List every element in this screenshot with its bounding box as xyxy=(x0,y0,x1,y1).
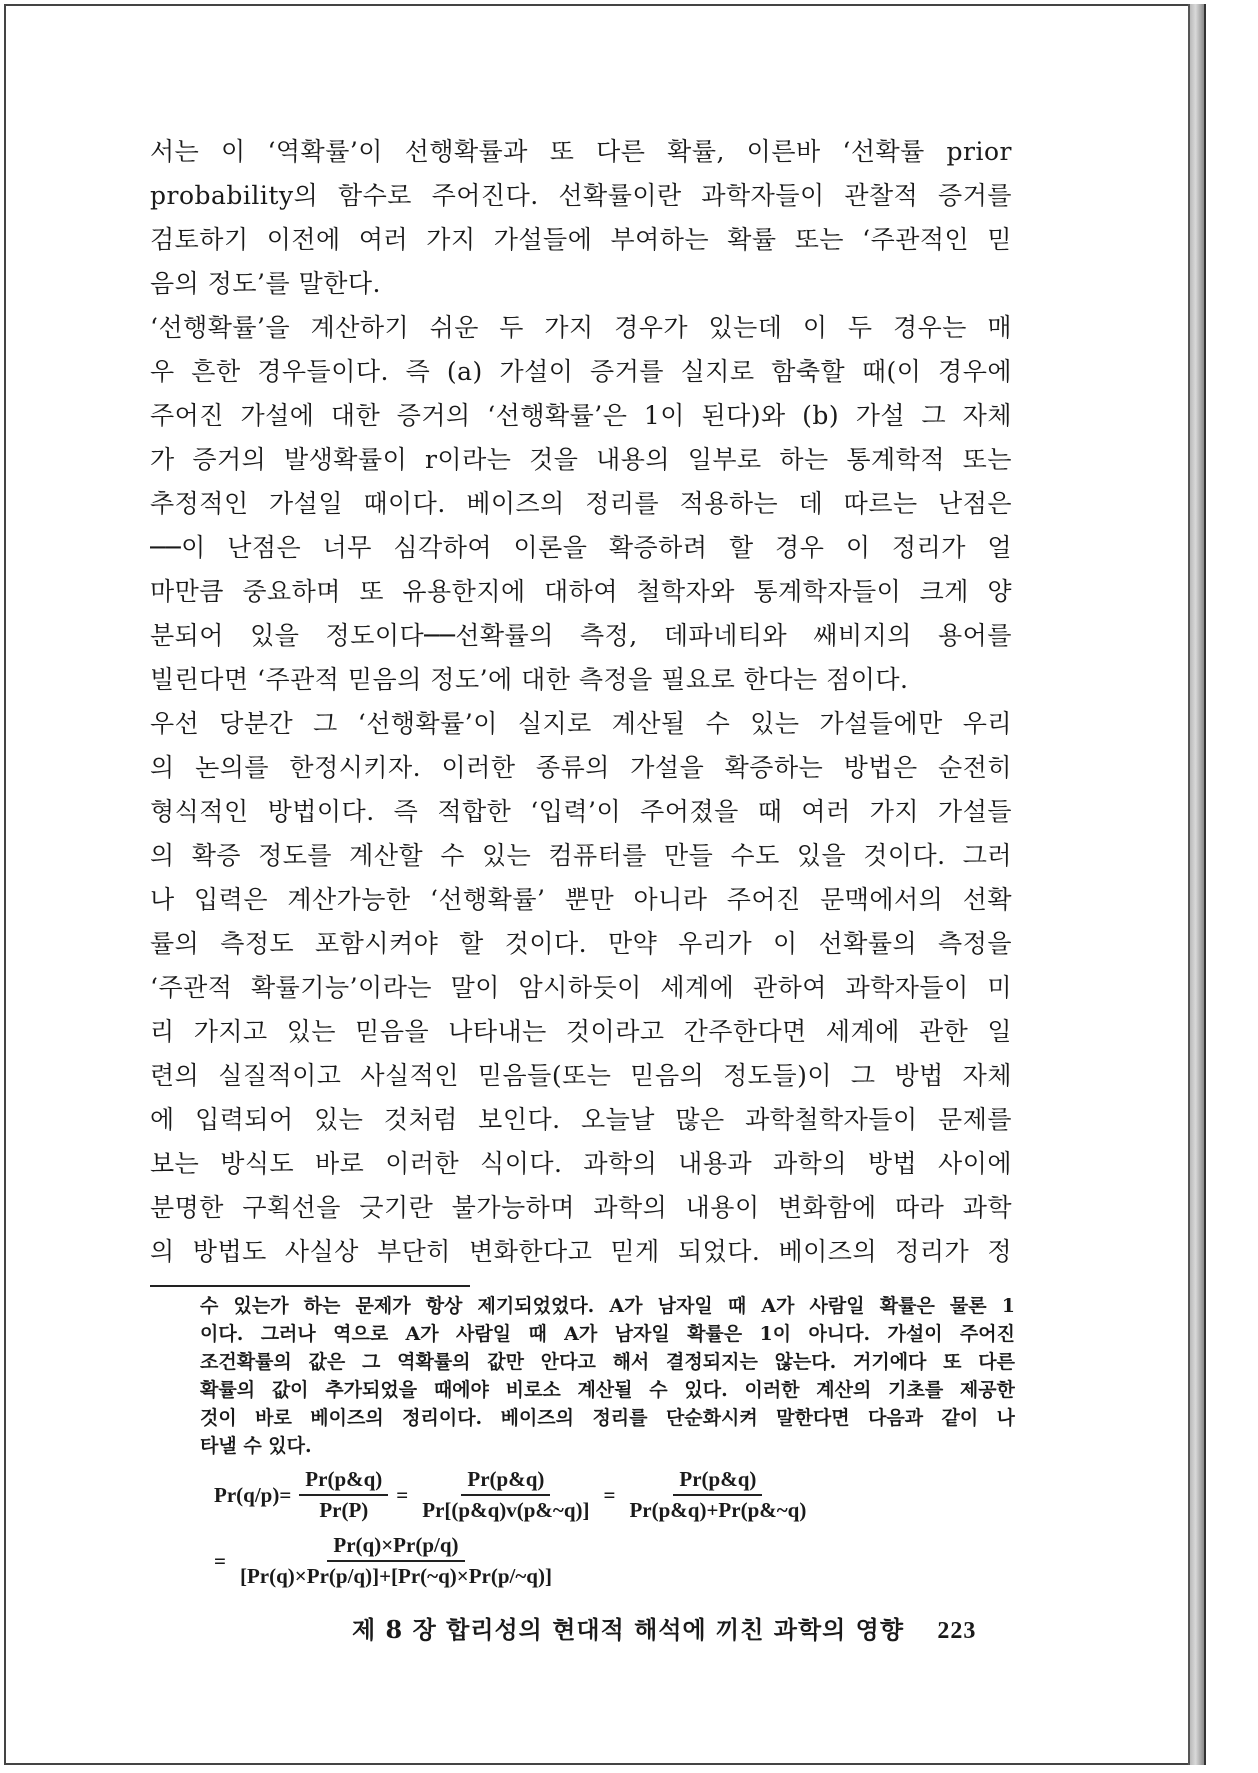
footnote-line: 이다. 그러나 역으로 A가 사람일 때 A가 남자일 확률은 1이 아니다. 가설이 주어진 xyxy=(200,1323,1015,1345)
equals-sign: = xyxy=(396,1482,409,1507)
bayes-formula xyxy=(210,1462,990,1594)
footnote-line: 조건확률의 값은 그 역확률의 값만 안다고 해서 결정되지는 않는다. 거기에다 또 다른 xyxy=(200,1351,1015,1373)
text-line: ──이 난점은 너무 심각하여 이론을 확증하려 할 경우 이 정리가 얼 xyxy=(150,533,1012,562)
text-line: 추정적인 가설일 때이다. 베이즈의 정리를 적용하는 데 따르는 난점은 xyxy=(150,489,1012,518)
formula-row-1 xyxy=(210,1462,990,1528)
fraction xyxy=(234,1533,558,1589)
text-line: 보는 방식도 바로 이러한 식이다. 과학의 내용과 과학의 방법 사이에 xyxy=(150,1149,1012,1178)
main-text xyxy=(150,130,1012,1274)
equals-sign: = xyxy=(603,1482,616,1507)
footnote-line: 수 있는가 하는 문제가 항상 제기되었었다. A가 남자일 때 A가 사람일 확률은 물론 1 xyxy=(200,1295,1015,1317)
text-line: 검토하기 이전에 여러 가지 가설들에 부여하는 확률 또는 ‘주관적인 믿 xyxy=(150,225,1012,254)
footnote-line: 타낼 수 있다. xyxy=(200,1435,312,1457)
text-line: 가 증거의 발생확률이 r이라는 것을 내용의 일부로 하는 통계학적 또는 xyxy=(150,445,1012,474)
fraction xyxy=(416,1467,595,1523)
text-line: 주어진 가설에 대한 증거의 ‘선행확률’은 1이 된다)와 (b) 가설 그 자체 xyxy=(150,401,1012,430)
text-line: 률의 측정도 포함시켜야 할 것이다. 만약 우리가 이 선확률의 측정을 xyxy=(150,929,1012,958)
text-line: 마만큼 중요하며 또 유용한지에 대하여 철학자와 통계학자들이 크게 양 xyxy=(150,577,1012,606)
footnote xyxy=(200,1292,1015,1460)
denominator: Pr[(p&q)v(p&~q)] xyxy=(422,1498,590,1522)
text-line: 서는 이 ‘역확률’이 선행확률과 또 다른 확률, 이른바 ‘선확률 prior xyxy=(150,137,1012,166)
page-number: 223 xyxy=(937,1618,977,1644)
fraction xyxy=(299,1467,388,1523)
text-line: ‘주관적 확률기능’이라는 말이 암시하듯이 세계에 관하여 과학자들이 미 xyxy=(150,973,1012,1002)
text-line: 리 가지고 있는 믿음을 나타내는 것이라고 간주한다면 세계에 관한 일 xyxy=(150,1017,1012,1046)
equals-sign: = xyxy=(214,1548,226,1573)
text-line: 나 입력은 계산가능한 ‘선행확률’ 뿐만 아니라 주어진 문맥에서의 선확 xyxy=(150,885,1012,914)
text-line: 빌린다면 ‘주관적 믿음의 정도’에 대한 측정을 필요로 한다는 점이다. xyxy=(150,665,909,694)
numerator: Pr(p&q) xyxy=(299,1467,388,1496)
text-line: 분되어 있을 정도이다──선확률의 측정, 데파네티와 쌔비지의 용어를 xyxy=(150,621,1012,650)
text-line: 에 입력되어 있는 것처럼 보인다. 오늘날 많은 과학철학자들이 문제를 xyxy=(150,1105,1012,1134)
text-line: 음의 정도’를 말한다. xyxy=(150,269,381,298)
running-footer xyxy=(352,1610,1002,1645)
text-line: 분명한 구획선을 긋기란 불가능하며 과학의 내용이 변화함에 따라 과학 xyxy=(150,1193,1012,1222)
numerator: Pr(p&q) xyxy=(461,1467,550,1496)
text-line: 련의 실질적이고 사실적인 믿음들(또는 믿음의 정도들)이 그 방법 자체 xyxy=(150,1061,1012,1090)
text-line: 의 방법도 사실상 부단히 변화한다고 믿게 되었다. 베이즈의 정리가 정 xyxy=(150,1237,1012,1266)
footnote-rule xyxy=(150,1285,470,1287)
chapter-title: 제 8 장 합리성의 현대적 해석에 끼친 과학의 영향 xyxy=(352,1615,905,1644)
numerator: Pr(p&q) xyxy=(673,1467,762,1496)
text-line: probability의 함수로 주어진다. 선확률이란 과학자들이 관찰적 증거를 xyxy=(150,181,1012,210)
text-line: 의 논의를 한정시키자. 이러한 종류의 가설을 확증하는 방법은 순전히 xyxy=(150,753,1012,782)
formula-row-2 xyxy=(210,1528,990,1594)
text-line: 우선 당분간 그 ‘선행확률’이 실지로 계산될 수 있는 가설들에만 우리 xyxy=(150,709,1012,738)
text-line: ‘선행확률’을 계산하기 쉬운 두 가지 경우가 있는데 이 두 경우는 매 xyxy=(150,313,1012,342)
denominator: Pr(P) xyxy=(319,1498,369,1522)
footnote-line: 것이 바로 베이즈의 정리이다. 베이즈의 정리를 단순화시켜 말한다면 다음과 같이 나 xyxy=(200,1407,1015,1429)
formula-lhs: Pr(q/p)= xyxy=(214,1482,292,1507)
denominator: Pr(p&q)+Pr(p&~q) xyxy=(629,1498,807,1522)
text-line: 우 흔한 경우들이다. 즉 (a) 가설이 증거를 실지로 함축할 때(이 경우에 xyxy=(150,357,1012,386)
text-line: 의 확증 정도를 계산할 수 있는 컴퓨터를 만들 수도 있을 것이다. 그러 xyxy=(150,841,1012,870)
numerator: Pr(q)×Pr(p/q) xyxy=(327,1533,464,1562)
footnote-line: 확률의 값이 추가되었을 때에야 비로소 계산될 수 있다. 이러한 계산의 기초를 제공한 xyxy=(200,1379,1015,1401)
fraction xyxy=(623,1467,812,1523)
text-line: 형식적인 방법이다. 즉 적합한 ‘입력’이 주어졌을 때 여러 가지 가설들 xyxy=(150,797,1012,826)
page-edge xyxy=(1188,4,1206,1765)
denominator: [Pr(q)×Pr(p/q)]+[Pr(~q)×Pr(p/~q)] xyxy=(239,1564,552,1588)
